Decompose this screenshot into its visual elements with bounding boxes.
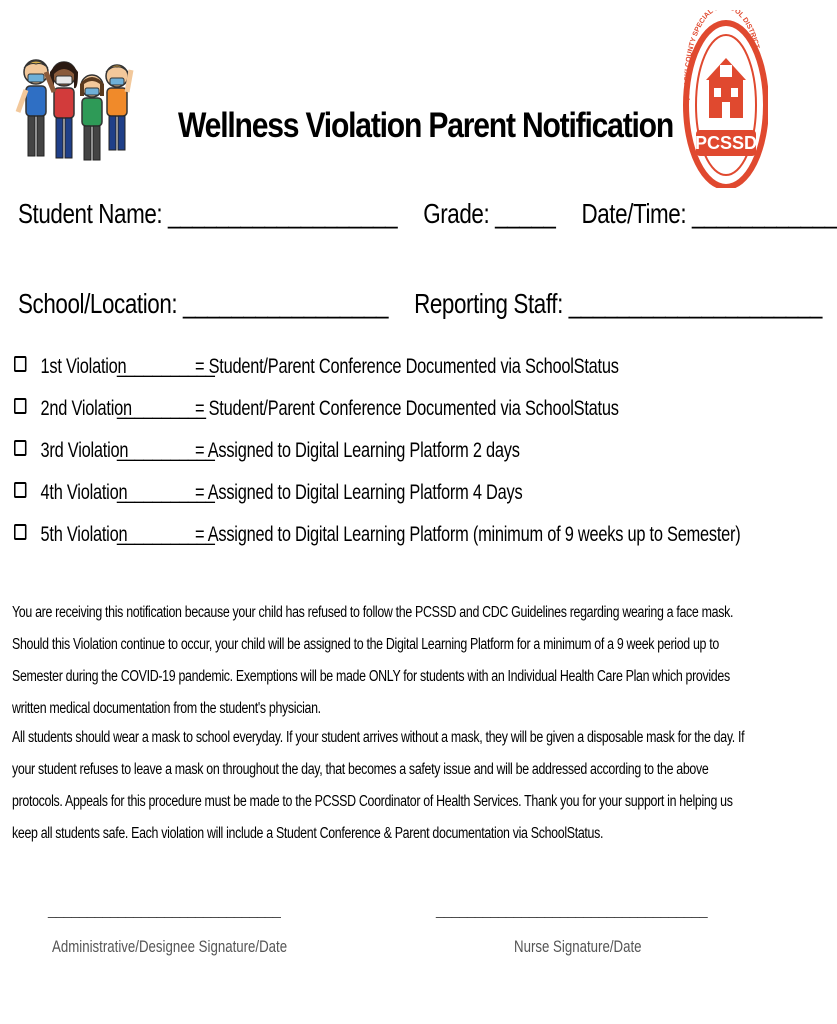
- fields-row-2: [18, 288, 822, 320]
- checkbox-icon[interactable]: [14, 398, 26, 414]
- checkbox-icon[interactable]: [14, 440, 26, 456]
- violation-item: [14, 397, 619, 421]
- violation-label: 4th Violation: [40, 481, 128, 504]
- violation-blank[interactable]: ___________: [116, 439, 215, 462]
- violation-consequence: = Assigned to Digital Learning Platform 2 days: [194, 439, 520, 462]
- violation-blank[interactable]: ___________: [116, 523, 215, 546]
- mask-policy-paragraph: All students should wear a mask to school everyday. If your student arrives without a mask, they will be given a disposable mask for the day. If your student refuses to leave a mask on throughout the day, that becomes a safety issue and will be addressed according to the above protocols. Appeals for this procedure must be made to the PCSSD Coordinator of Health Services. Thank you for your support in helping us keep all students safe. Each violation will include a Student Conference & Parent documentation via SchoolStatus.: [12, 729, 745, 842]
- students-wearing-masks-icon: [14, 50, 132, 176]
- violation-consequence: = Student/Parent Conference Documented via SchoolStatus: [194, 397, 619, 420]
- violation-consequence: = Student/Parent Conference Documented via SchoolStatus: [194, 355, 619, 378]
- violation-consequence: = Assigned to Digital Learning Platform (minimum of 9 weeks up to Semester): [194, 523, 741, 546]
- violation-item: [14, 523, 741, 547]
- school-district-seal-icon: [678, 10, 768, 188]
- admin-signature-caption: Administrative/Designee Signature/Date: [52, 937, 288, 956]
- nurse-signature-line[interactable]: ___________________________________: [436, 902, 707, 919]
- checkbox-icon[interactable]: [14, 356, 26, 372]
- grade-field[interactable]: Grade: _____: [423, 198, 556, 229]
- violation-item: [14, 355, 619, 379]
- violation-blank[interactable]: ___________: [116, 481, 215, 504]
- checkbox-icon[interactable]: [14, 482, 26, 498]
- nurse-signature-caption: Nurse Signature/Date: [514, 937, 642, 956]
- checkbox-icon[interactable]: [14, 524, 26, 540]
- page-title: Wellness Violation Parent Notification: [178, 106, 674, 145]
- date-time-field[interactable]: Date/Time: ____________: [581, 198, 837, 229]
- reporting-staff-field[interactable]: Reporting Staff: _____________________: [414, 288, 822, 319]
- fields-row-1: [18, 198, 837, 230]
- pcssd-logo: [678, 10, 768, 188]
- violation-item: [14, 439, 520, 463]
- violation-item: [14, 481, 522, 505]
- violation-label: 2nd Violation: [40, 397, 132, 420]
- violation-label: 1st Violation: [40, 355, 127, 378]
- kids-illustration: [14, 50, 132, 176]
- violation-label: 5th Violation: [40, 523, 128, 546]
- violation-blank[interactable]: __________: [116, 397, 206, 420]
- logo-ring-text: PULASKI COUNTY SPECIAL OL DISTRICT: [683, 10, 761, 101]
- violation-label: 3rd Violation: [40, 439, 129, 462]
- violation-consequence: = Assigned to Digital Learning Platform 4 Days: [194, 481, 523, 504]
- school-location-field[interactable]: School/Location: _________________: [18, 288, 389, 319]
- student-name-field[interactable]: Student Name: ___________________: [18, 198, 398, 229]
- logo-text: PCSSD: [694, 133, 758, 153]
- violation-blank[interactable]: ___________: [116, 355, 215, 378]
- admin-signature-line[interactable]: ______________________________: [48, 902, 281, 919]
- notification-paragraph: You are receiving this notification because your child has refused to follow the PCSSD and CDC Guidelines regarding wearing a face mask. Should this Violation continue to occur, your child will be assigned to the Digital Learning Platform for a minimum of a 9 week period up to Semester during the COVID-19 pandemic. Exemptions will be made ONLY for students with an Individual Health Care Plan which provides written medical documentation from the student's physician.: [12, 604, 734, 717]
